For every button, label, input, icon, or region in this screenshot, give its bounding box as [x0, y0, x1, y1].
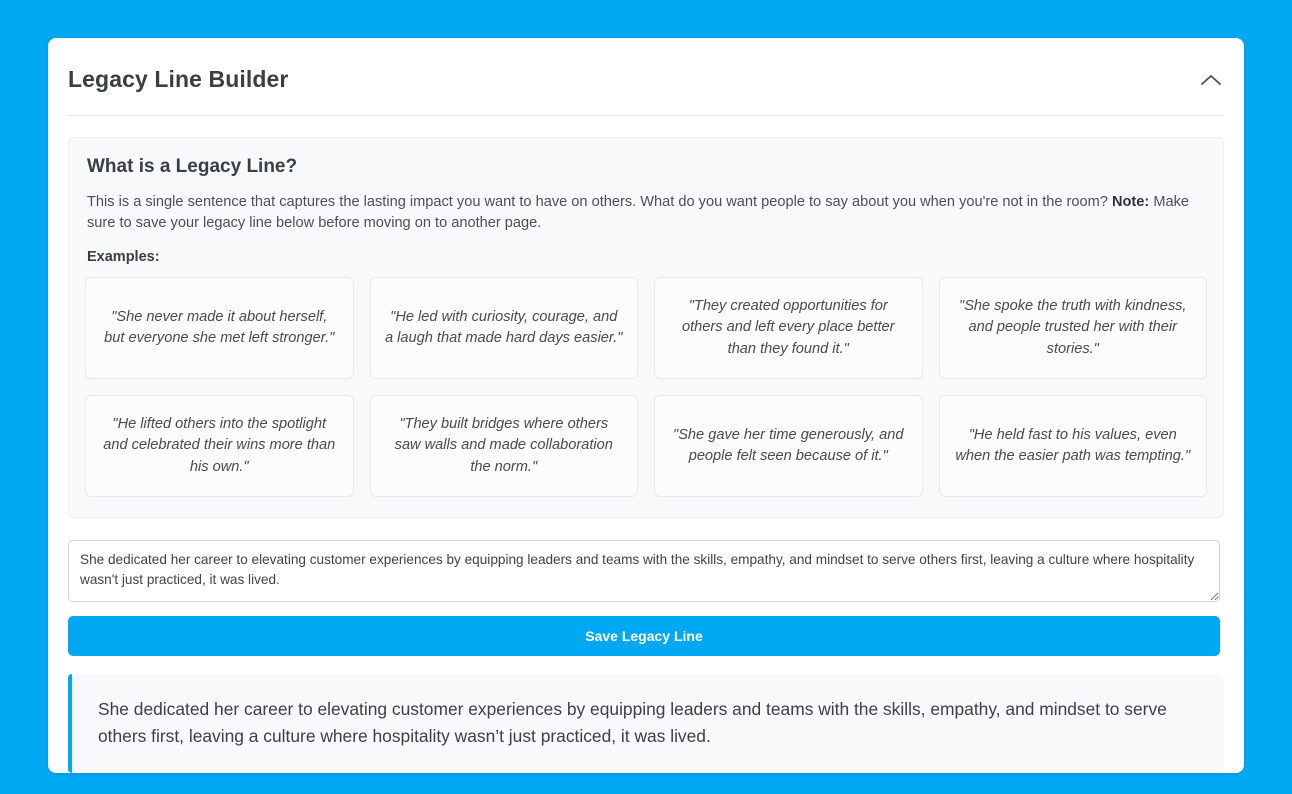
info-body-part2: Make sure to save your legacy line below before moving on to another page. — [87, 194, 1190, 231]
example-card[interactable]: "She never made it about herself, but everyone she met left stronger." — [85, 277, 354, 379]
example-card[interactable]: "He held fast to his values, even when the easier path was tempting." — [939, 395, 1208, 497]
info-panel-title: What is a Legacy Line? — [87, 156, 298, 177]
example-card[interactable]: "He led with curiosity, courage, and a laugh that made hard days easier." — [370, 277, 639, 379]
saved-legacy-line-text: She dedicated her career to elevating customer experiences by equipping leaders and teams with the skills, empathy, and mindset to serve others first, leaving a culture where hospitality wasn’t just practiced, it was lived. — [98, 699, 1167, 746]
chevron-up-icon[interactable] — [1198, 67, 1224, 93]
example-card[interactable]: "She spoke the truth with kindness, and people trusted her with their stories." — [939, 277, 1208, 379]
example-card[interactable]: "They built bridges where others saw walls and made collaboration the norm." — [370, 395, 639, 497]
saved-legacy-line-panel — [68, 674, 1224, 773]
legacy-line-input[interactable] — [68, 540, 1220, 602]
example-card[interactable]: "They created opportunities for others and left every place better than they found it." — [654, 277, 923, 379]
info-body-part1: This is a single sentence that captures the lasting impact you want to have on others. What do you want people to say about you when you're not in the room? — [87, 194, 1112, 210]
info-panel — [68, 137, 1224, 518]
card-header — [68, 38, 1224, 116]
legacy-line-builder-card — [48, 38, 1244, 773]
page-title: Legacy Line Builder — [68, 66, 289, 92]
info-panel-body — [87, 192, 1192, 233]
example-card[interactable]: "She gave her time generously, and people felt seen because of it." — [654, 395, 923, 497]
example-card[interactable]: "He lifted others into the spotlight and celebrated their wins more than his own." — [85, 395, 354, 497]
examples-grid — [85, 277, 1207, 497]
save-legacy-line-button[interactable]: Save Legacy Line — [68, 616, 1220, 656]
examples-label: Examples: — [87, 249, 160, 266]
info-note-label: Note: — [1111, 194, 1150, 210]
